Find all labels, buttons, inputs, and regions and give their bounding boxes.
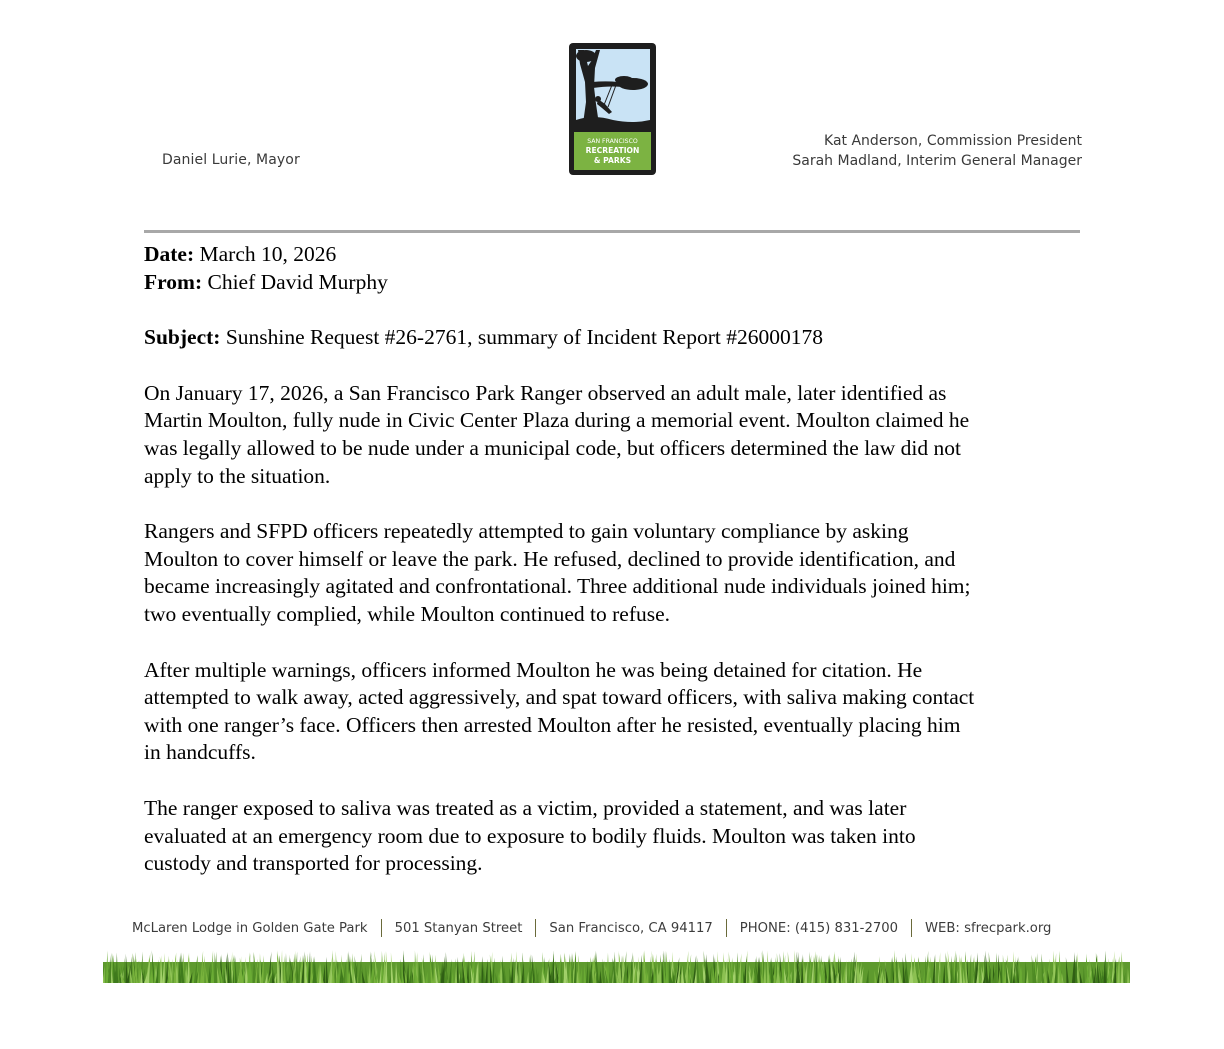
sf-rec-parks-logo xyxy=(568,42,657,176)
paragraph-line: apply to the situation. xyxy=(144,463,331,488)
paragraph-line: custody and transported for processing. xyxy=(144,851,483,876)
paragraph-2 xyxy=(144,518,1094,628)
paragraph-line: Rangers and SFPD officers repeatedly attempted to gain voluntary compliance by asking xyxy=(144,519,909,544)
paragraph-1 xyxy=(144,380,1094,490)
footer-separator xyxy=(535,919,536,937)
paragraph-line: After multiple warnings, officers informed Moulton he was being detained for citation. He xyxy=(144,657,923,682)
logo-line2: RECREATION xyxy=(585,146,640,155)
paragraph-4 xyxy=(144,795,1094,878)
footer-contact xyxy=(132,919,1112,937)
header-divider xyxy=(144,230,1080,233)
paragraph-line: with one ranger’s face. Officers then arrested Moulton after he resisted, eventually placing him xyxy=(144,712,961,737)
footer-city: San Francisco, CA 94117 xyxy=(549,920,713,936)
logo-line3: & PARKS xyxy=(593,156,632,165)
paragraph-line: Martin Moulton, fully nude in Civic Center Plaza during a memorial event. Moulton claimed he xyxy=(144,408,970,433)
subject-label: Subject: xyxy=(144,325,221,350)
paragraph-line: evaluated at an emergency room due to exposure to bodily fluids. Moulton was taken into xyxy=(144,823,916,848)
subject-value: Sunshine Request #26-2761, summary of Incident Report #26000178 xyxy=(220,325,823,350)
general-manager: Sarah Madland, Interim General Manager xyxy=(792,153,1082,169)
from-label: From: xyxy=(144,269,203,294)
mayor-name: Daniel Lurie, Mayor xyxy=(162,152,300,168)
date-value: March 10, 2026 xyxy=(194,242,337,266)
date-row xyxy=(144,241,1094,269)
date-label: Date: xyxy=(144,242,195,266)
subject-row xyxy=(144,324,1094,352)
footer-phone: PHONE: (415) 831-2700 xyxy=(739,920,899,936)
logo-line1: SAN FRANCISCO xyxy=(587,138,638,145)
footer-separator xyxy=(911,919,912,937)
logo-icon xyxy=(568,42,657,176)
footer-address-lodge: McLaren Lodge in Golden Gate Park xyxy=(132,920,368,936)
footer-street: 501 Stanyan Street xyxy=(394,920,523,936)
commission-president: Kat Anderson, Commission President xyxy=(824,133,1082,149)
paragraph-line: in handcuffs. xyxy=(144,740,256,765)
paragraph-line: attempted to walk away, acted aggressively, and spat toward officers, with saliva making contact xyxy=(144,685,975,710)
memo-body xyxy=(144,241,1094,878)
paragraph-line: The ranger exposed to saliva was treated as a victim, provided a statement, and was later xyxy=(144,795,907,820)
grass-border-image xyxy=(103,950,1130,983)
paragraph-3 xyxy=(144,657,1094,767)
paragraph-line: became increasingly agitated and confrontational. Three additional nude individuals joined him; xyxy=(144,574,971,599)
paragraph-line: two eventually complied, while Moulton continued to refuse. xyxy=(144,601,671,626)
from-row xyxy=(144,269,1094,297)
footer-web[interactable]: WEB: sfrecpark.org xyxy=(925,920,1052,936)
footer-separator xyxy=(726,919,727,937)
paragraph-line: On January 17, 2026, a San Francisco Park Ranger observed an adult male, later identified as xyxy=(144,380,947,405)
commission-officials xyxy=(792,131,1082,171)
footer-separator xyxy=(381,919,382,937)
from-value: Chief David Murphy xyxy=(202,269,388,294)
paragraph-line: Moulton to cover himself or leave the park. He refused, declined to provide identification, and xyxy=(144,546,956,571)
paragraph-line: was legally allowed to be nude under a municipal code, but officers determined the law did not xyxy=(144,435,961,460)
